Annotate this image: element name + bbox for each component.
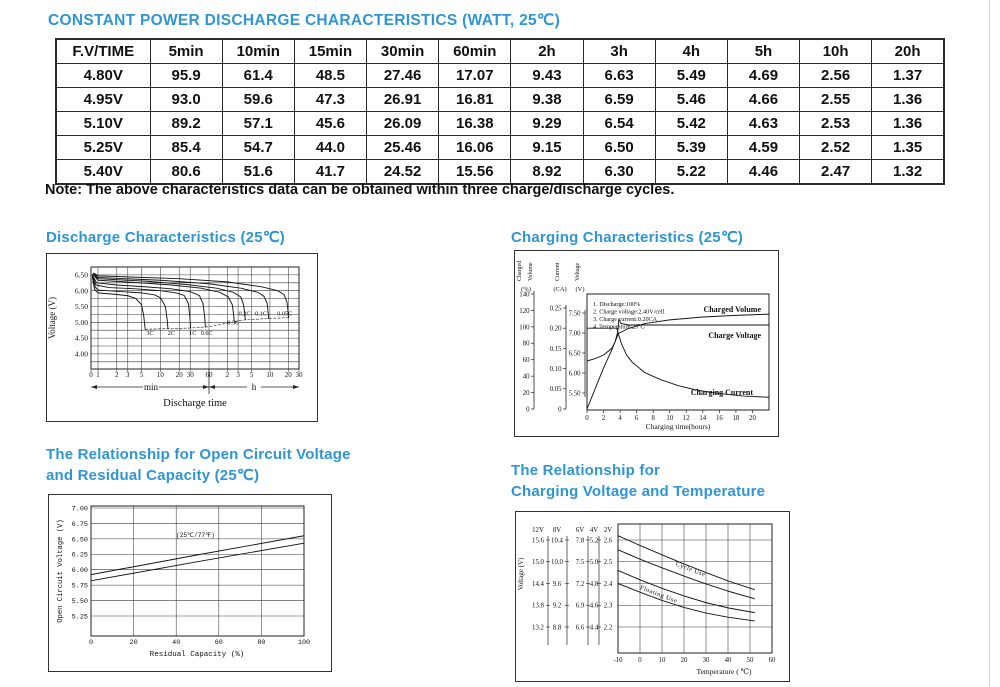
x-unit-min-label: min (143, 382, 159, 392)
y-tick-label: 13.8 (532, 602, 544, 610)
table-cell: 15.56 (439, 160, 511, 185)
y-tick-label: 2.5 (603, 559, 613, 567)
axis-title-volume: Volume (528, 262, 534, 281)
table-cell: 80.6 (150, 160, 222, 185)
x-tick-label: 12 (682, 415, 690, 422)
y-tick-label: 2.3 (603, 602, 613, 610)
curve-rate-label: 0.05C (277, 310, 293, 318)
axis-title-charged: Charged (517, 260, 523, 281)
table-cell: 6.59 (583, 88, 655, 112)
y-tick-label: 6.00 (74, 286, 88, 296)
discharge-characteristics-chart (46, 253, 318, 422)
ocv-chart-svg (49, 495, 331, 671)
x-unit-h-label: h (251, 382, 257, 392)
curve-rate-label: 1C (189, 329, 197, 337)
charging-chart-title: Charging Characteristics (25℃) (511, 229, 744, 246)
y-tick-label: 120 (519, 307, 530, 315)
table-cell: 4.63 (727, 112, 799, 136)
x-tick-label: 60 (768, 657, 776, 664)
y-tick-label: 6.00 (568, 370, 581, 378)
y-tick-label: 10.4 (551, 537, 563, 545)
x-tick-label: 20 (129, 639, 138, 647)
x-tick-label: 4 (618, 415, 622, 422)
table-cell: 85.4 (150, 136, 222, 160)
discharge-chart-title: Discharge Characteristics (25℃) (46, 229, 285, 246)
table-cell: 95.9 (150, 64, 222, 88)
charging-characteristics-chart (514, 250, 779, 437)
y-tick-label: 15.6 (532, 537, 544, 545)
y-tick-label: 6.50 (71, 536, 88, 545)
table-cell: 1.37 (872, 64, 944, 88)
table-cell: 9.38 (511, 88, 583, 112)
y-tick-label: 0.20 (549, 325, 562, 333)
y-tick-label: 7.8 (575, 537, 585, 545)
table-header-cell: F.V/TIME (56, 39, 150, 64)
y-tick-label: 2.2 (603, 624, 613, 632)
y-axis-label: Voltage (V) (47, 296, 57, 340)
y-tick-label: 7.2 (575, 580, 585, 588)
curve-rate-label: 0.2C (238, 310, 251, 318)
table-cell: 26.09 (367, 112, 439, 136)
x-tick-label: 50 (746, 657, 754, 664)
y-tick-label: 6.50 (568, 350, 581, 358)
table-cell: 57.1 (222, 112, 294, 136)
x-tick-label: 20 (749, 415, 756, 422)
y-tick-label: 6.6 (575, 624, 585, 632)
x-tick-label: 40 (724, 657, 732, 664)
y-tick-label: 7.00 (568, 330, 581, 338)
curve-rate-label: 0.6C (200, 329, 213, 337)
table-cell: 61.4 (222, 64, 294, 88)
page-title: CONSTANT POWER DISCHARGE CHARACTERISTICS (WATT, 25℃) (48, 12, 561, 29)
x-axis-label: Discharge time (163, 398, 227, 409)
x-tick-label: 1 (96, 371, 100, 379)
y-tick-label: 4.8 (589, 580, 599, 588)
table-cell: 6.54 (583, 112, 655, 136)
band-upper-line (618, 536, 754, 590)
x-tick-label: 2 (115, 371, 119, 379)
table-cell: 5.25V (56, 136, 150, 160)
table-cell: 24.52 (367, 160, 439, 185)
table-cell: 48.5 (294, 64, 366, 88)
table-cell: 44.0 (294, 136, 366, 160)
table-cell: 5.46 (655, 88, 727, 112)
ocv-chart-title-line1: The Relationship for Open Circuit Voltage (46, 446, 351, 463)
y-tick-label: 14.4 (532, 580, 544, 588)
condition-note: 4. Temperature:25℃ (593, 323, 646, 331)
y-tick-label: 2.6 (603, 537, 613, 545)
x-tick-label: 20 (284, 371, 292, 379)
curve-rate-label: 3C (146, 329, 154, 337)
table-cell: 4.80V (56, 64, 150, 88)
table-cell: 41.7 (294, 160, 366, 185)
table-cell: 59.6 (222, 88, 294, 112)
x-tick-label: 18 (732, 415, 740, 422)
table-row (56, 64, 944, 88)
y-tick-label: 60 (522, 357, 530, 365)
table-cell: 2.52 (800, 136, 872, 160)
x-tick-label: 2 (225, 371, 230, 379)
voltage-column-header: 2V (603, 527, 613, 534)
band-lower-line (618, 584, 754, 621)
y-tick-label: 5.25 (71, 613, 88, 622)
table-cell: 16.38 (439, 112, 511, 136)
x-tick-label: 10 (266, 371, 274, 379)
y-tick-label: 7.00 (71, 505, 88, 514)
x-tick-label: 60 (214, 639, 223, 647)
y-tick-label: 20 (522, 389, 530, 397)
table-cell: 16.81 (439, 88, 511, 112)
x-tick-label: 2 (601, 415, 606, 422)
table-cell: 5.49 (655, 64, 727, 88)
y-tick-label: 6.50 (74, 270, 88, 280)
table-cell: 16.06 (439, 136, 511, 160)
x-tick-label: 10 (666, 415, 674, 422)
temp-chart-svg (516, 512, 789, 681)
table-cell: 1.36 (872, 112, 944, 136)
discharge-chart-svg (47, 254, 317, 421)
axis-unit-label: (V) (575, 286, 585, 293)
y-tick-label: 10.0 (551, 559, 563, 567)
x-tick-label: 20 (175, 371, 183, 379)
page-edge-line (989, 0, 990, 687)
temperature-annotation: (25℃/77℉) (176, 532, 215, 539)
table-row (56, 160, 944, 185)
x-tick-label: 5 (139, 371, 144, 379)
charging-chart-svg (515, 251, 778, 436)
x-axis-label: Temperature ( ℃) (696, 667, 752, 676)
table-cell: 89.2 (150, 112, 222, 136)
table-header-cell: 60min (439, 39, 511, 64)
table-cell: 4.66 (727, 88, 799, 112)
y-tick-label: 6.25 (71, 551, 88, 560)
y-tick-label: 5.50 (71, 597, 88, 606)
table-cell: 2.53 (800, 112, 872, 136)
y-tick-label: 13.2 (532, 624, 544, 632)
table-cell: 2.55 (800, 88, 872, 112)
table-cell: 5.10V (56, 112, 150, 136)
voltage-column-header: 4V (589, 527, 599, 534)
table-cell: 17.07 (439, 64, 511, 88)
y-tick-label: 6.00 (71, 567, 88, 576)
y-tick-label: 9.6 (552, 580, 562, 588)
condition-note: 1. Discharge:100% (593, 301, 641, 308)
x-tick-label: 30 (295, 371, 303, 379)
ocv-chart-title (46, 444, 351, 486)
x-tick-label: 14 (699, 415, 707, 422)
y-tick-label: 7.5 (575, 559, 585, 567)
y-tick-label: 0.10 (549, 366, 562, 373)
y-tick-label: 9.2 (552, 602, 562, 610)
y-tick-label: 0 (526, 406, 530, 414)
table-cell: 5.22 (655, 160, 727, 185)
y-tick-label: 40 (522, 373, 530, 381)
y-tick-label: 80 (522, 340, 530, 348)
table-cell: 54.7 (222, 136, 294, 160)
table-cell: 6.63 (583, 64, 655, 88)
table-cell: 9.43 (511, 64, 583, 88)
x-tick-label: 30 (186, 371, 194, 379)
x-tick-label: 80 (257, 639, 266, 647)
table-row (56, 88, 944, 112)
x-tick-label: 100 (297, 639, 311, 647)
table-cell: 9.29 (511, 112, 583, 136)
x-tick-label: 16 (715, 415, 723, 422)
x-tick-label: 8 (651, 415, 655, 422)
y-tick-label: 8.8 (552, 624, 562, 632)
x-tick-label: -10 (613, 657, 623, 664)
y-tick-label: 4.00 (74, 349, 88, 359)
y-tick-label: 140 (519, 291, 530, 299)
cycle-use-label: Cycle Use (674, 560, 707, 579)
y-tick-label: 0 (558, 406, 562, 414)
table-header-cell: 3h (583, 39, 655, 64)
x-tick-label: 10 (658, 657, 666, 664)
axis-title-voltage: Voltage (575, 262, 581, 281)
x-tick-label: 40 (172, 639, 181, 647)
constant-power-discharge-table (55, 38, 945, 185)
table-cell: 47.3 (294, 88, 366, 112)
ocv-residual-capacity-chart (48, 494, 332, 672)
y-tick-label: 5.50 (568, 390, 581, 398)
table-header-cell: 10min (222, 39, 294, 64)
table-row (56, 136, 944, 160)
temp-chart-title-line1: The Relationship for (511, 462, 661, 479)
x-tick-label: 0 (88, 639, 94, 647)
charged-volume-label: Charged Volume (703, 305, 761, 314)
y-tick-label: 0.05 (549, 386, 562, 394)
table-cell: 2.47 (800, 160, 872, 185)
y-tick-label: 0.25 (549, 305, 562, 313)
table-cell: 6.50 (583, 136, 655, 160)
y-tick-label: 2.4 (603, 580, 613, 588)
x-tick-label: 3 (126, 371, 130, 379)
x-axis-label: Residual Capacity (%) (149, 651, 245, 659)
table-cell: 25.46 (367, 136, 439, 160)
x-tick-label: 10 (156, 371, 164, 379)
table-cell: 4.46 (727, 160, 799, 185)
table-cell: 2.56 (800, 64, 872, 88)
x-axis-label: Charging time(hours) (645, 422, 711, 431)
condition-note: 3. Charge current:0.20CA (593, 316, 658, 323)
table-header-cell: 10h (800, 39, 872, 64)
table-row (56, 112, 944, 136)
x-tick-label: 0 (89, 371, 93, 379)
axis-unit-label: (CA) (553, 286, 567, 293)
table-cell: 1.32 (872, 160, 944, 185)
table-header-cell: 30min (367, 39, 439, 64)
y-tick-label: 4.4 (589, 624, 599, 632)
y-axis-label: Voltage (V) (517, 557, 525, 591)
y-tick-label: 5.2 (589, 537, 599, 545)
table-header-cell: 20h (872, 39, 944, 64)
x-tick-label: 30 (702, 657, 710, 664)
ocv-line-lower (91, 543, 304, 581)
table-cell: 93.0 (150, 88, 222, 112)
table-cell: 26.91 (367, 88, 439, 112)
ocv-chart-title-line2: and Residual Capacity (25℃) (46, 467, 260, 484)
y-axis-label: Open Circuit Voltage (V) (57, 519, 65, 623)
x-tick-label: 20 (680, 657, 688, 664)
y-tick-label: 6.9 (575, 602, 585, 610)
table-cell: 45.6 (294, 112, 366, 136)
curve-rate-label: 0.1C (255, 310, 268, 318)
table-header-cell: 4h (655, 39, 727, 64)
axis-title-current: Current (555, 262, 561, 281)
charging-voltage-temperature-chart (515, 511, 790, 682)
table-cell: 5.39 (655, 136, 727, 160)
curve-rate-label: 0.3C (227, 319, 240, 327)
table-cell: 8.92 (511, 160, 583, 185)
y-tick-label: 5.00 (74, 317, 88, 327)
y-tick-label: 15.0 (532, 559, 544, 567)
condition-note: 2. Charge voltage:2.40V/cell (593, 308, 665, 316)
table-header-cell: 15min (294, 39, 366, 64)
y-tick-label: 0.15 (549, 345, 562, 353)
temp-chart-title (511, 460, 765, 502)
voltage-column-header: 8V (552, 527, 562, 534)
table-cell: 5.40V (56, 160, 150, 185)
voltage-column-header: 6V (575, 527, 585, 534)
y-tick-label: 5.75 (71, 582, 88, 591)
floating-use-label: Floating Use (638, 584, 679, 605)
x-tick-label: 5 (249, 371, 254, 379)
table-header-cell: 5h (727, 39, 799, 64)
table-cell: 9.15 (511, 136, 583, 160)
y-tick-label: 4.50 (74, 333, 88, 343)
curve-rate-label: 2C (167, 329, 176, 337)
temp-chart-title-line2: Charging Voltage and Temperature (511, 483, 766, 500)
charging-current-label: Charging Current (690, 388, 753, 397)
axis-unit-label: (%) (521, 286, 531, 293)
voltage-column-header: 12V (532, 527, 544, 534)
ocv-line-upper (91, 536, 304, 575)
y-tick-label: 100 (519, 324, 530, 332)
x-tick-label: 60 (205, 371, 213, 379)
table-cell: 4.95V (56, 88, 150, 112)
table-note: Note: The above characteristics data can be obtained within three charge/discharge cycles. (45, 182, 675, 198)
y-tick-label: 5.50 (74, 302, 88, 312)
table-cell: 1.35 (872, 136, 944, 160)
table-header-cell: 2h (511, 39, 583, 64)
charge-voltage-label: Charge Voltage (708, 331, 761, 340)
table-cell: 51.6 (222, 160, 294, 185)
table-cell: 1.36 (872, 88, 944, 112)
table-cell: 4.69 (727, 64, 799, 88)
x-tick-label: 6 (634, 415, 639, 422)
x-tick-label: 3 (236, 371, 240, 379)
y-tick-label: 6.75 (71, 520, 88, 529)
x-tick-label: 0 (638, 657, 642, 664)
table-cell: 4.59 (727, 136, 799, 160)
table-cell: 5.42 (655, 112, 727, 136)
y-tick-label: 7.50 (568, 310, 581, 318)
table-cell: 6.30 (583, 160, 655, 185)
table-header-cell: 5min (150, 39, 222, 64)
x-tick-label: 0 (585, 415, 589, 422)
y-tick-label: 4.6 (589, 602, 599, 610)
table-cell: 27.46 (367, 64, 439, 88)
y-tick-label: 5.0 (589, 559, 599, 567)
